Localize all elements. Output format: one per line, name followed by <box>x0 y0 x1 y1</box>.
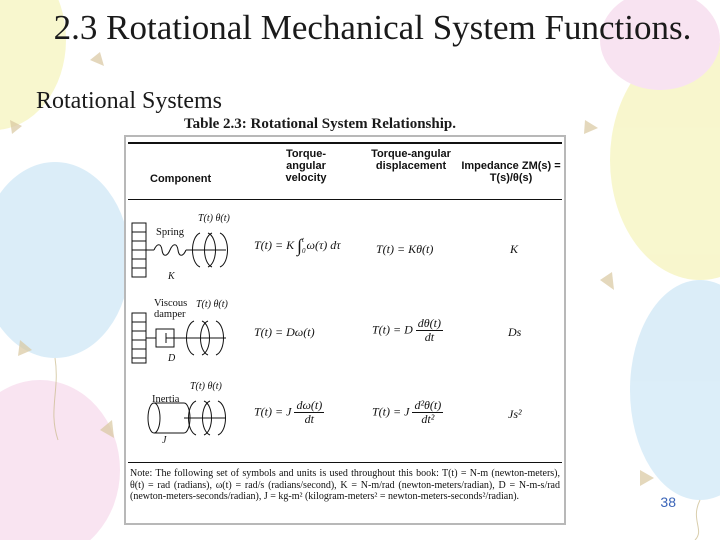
spring-label: Spring <box>156 227 185 238</box>
header-torque-angular-displacement: Torque-angular displacement <box>371 148 451 172</box>
damper-impedance: Ds <box>508 325 522 339</box>
fraction-denominator: dt <box>424 330 435 344</box>
spring-displacement-formula: T(t) = Kθ(t) <box>376 242 434 256</box>
fraction-denominator: dt <box>304 412 315 426</box>
fraction <box>412 399 443 426</box>
spring-velocity-formula <box>254 235 341 257</box>
blue-balloon-left <box>0 162 130 358</box>
inertia-displacement-lhs: T(t) = J <box>372 404 410 419</box>
inertia-variables: T(t) θ(t) <box>190 381 222 392</box>
component-drawings <box>126 137 564 523</box>
viscous-damper-label: Viscous damper <box>154 298 188 320</box>
inertia-symbol: J <box>162 435 167 446</box>
header-torque-angular-velocity: Torque-angular velocity <box>285 148 327 184</box>
damper-velocity-formula: T(t) = Dω(t) <box>254 325 315 339</box>
slide-number: 38 <box>660 494 676 510</box>
integral-limits <box>302 235 306 257</box>
confetti-piece <box>600 272 614 290</box>
fraction-numerator: d²θ(t) <box>414 398 442 412</box>
rotational-relationship-table <box>124 135 566 525</box>
pink-balloon-bottom <box>0 380 120 540</box>
table-note: Note: The following set of symbols and units is used throughout this book: T(t) = N-m (newton-meters), θ(t) = rad (radians), ω(t) = rad/s (radians/second), K = N-m/rad (newton-meters/radian), D = N-m-s/rad (newton-meters-seconds/radian), J = kg-m² (kilogram-meters² = newton-meters-seconds²/radian). <box>130 468 560 502</box>
spring-impedance: K <box>510 242 519 256</box>
table-caption: Table 2.3: Rotational System Relationship. <box>184 116 456 132</box>
confetti-piece <box>640 470 654 486</box>
spring-symbol: K <box>168 271 175 282</box>
inertia-displacement-formula <box>372 399 443 426</box>
confetti-piece <box>90 52 104 66</box>
header-component: Component <box>150 173 212 185</box>
fraction-numerator: dθ(t) <box>417 316 441 330</box>
balloon-string <box>695 500 700 540</box>
inertia-velocity-formula <box>254 399 324 426</box>
blue-balloon-right <box>630 280 720 500</box>
integral-lower-limit: 0 <box>302 247 306 255</box>
slide-subtitle: Rotational Systems <box>36 88 222 114</box>
header-impedance: Impedance ZM(s) = T(s)/θ(s) <box>461 160 561 184</box>
inertia-velocity-lhs: T(t) = J <box>254 404 292 419</box>
integral-upper-limit: t <box>302 236 304 244</box>
fraction-denominator: dt² <box>421 412 435 426</box>
inertia-label: Inertia <box>152 394 180 405</box>
spring-velocity-lhs: T(t) = K <box>254 237 295 252</box>
slide-title: 2.3 Rotational Mechanical System Functions. <box>53 8 692 47</box>
damper-variables: T(t) θ(t) <box>196 299 228 310</box>
spring-variables: T(t) θ(t) <box>198 213 230 224</box>
fraction-numerator: dω(t) <box>296 398 323 412</box>
damper-displacement-formula <box>372 317 443 344</box>
viscous-damper-diagram <box>132 313 226 363</box>
fraction <box>294 399 324 426</box>
integral-sign: ∫ <box>297 235 303 256</box>
confetti-piece <box>584 120 598 134</box>
inertia-impedance: Js² <box>508 407 522 421</box>
fraction <box>416 317 443 344</box>
damper-displacement-lhs: T(t) = D <box>372 322 413 337</box>
damper-symbol: D <box>168 353 176 364</box>
spring-velocity-integrand: ω(τ) dτ <box>306 237 341 252</box>
inertia-diagram <box>148 401 226 435</box>
